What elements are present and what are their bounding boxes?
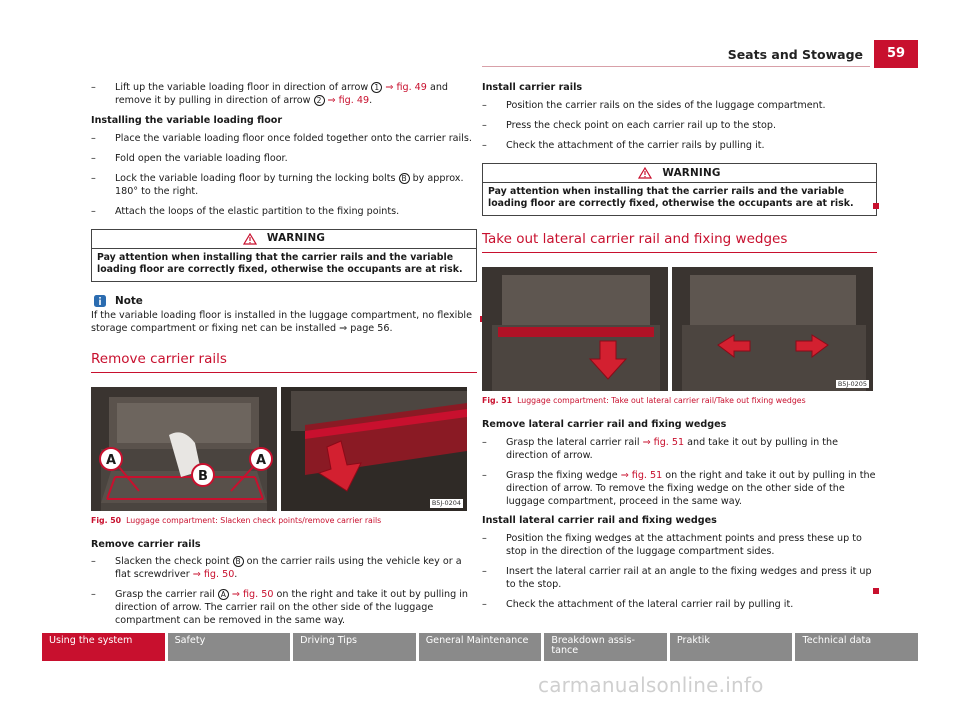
list-item: – Check the attachment of the carrier rails by pulling it. bbox=[482, 139, 765, 151]
section-title-remove-carrier-rails: Remove carrier rails bbox=[91, 350, 477, 373]
tab-praktik[interactable]: Praktik bbox=[670, 633, 793, 661]
note-heading: Note bbox=[91, 294, 477, 308]
luggage-compartment-illustration bbox=[91, 387, 467, 511]
svg-text:B: B bbox=[198, 469, 208, 485]
tab-technical-data[interactable]: Technical data bbox=[795, 633, 918, 661]
list-item: – Lock the variable loading floor by turning the locking bolts B by approx. 180° to the right. bbox=[91, 172, 464, 197]
list-item: – Lift up the variable loading floor in direction of arrow 1 ⇒ fig. 49 and remove it by pulling in direction of arrow 2 ⇒ fig. 49. bbox=[91, 82, 448, 106]
section-end-marker bbox=[873, 588, 879, 594]
list-item: – Press the check point on each carrier rail up to the stop. bbox=[482, 119, 777, 131]
figure-code: B5J-0204 bbox=[431, 499, 461, 508]
install-rails-heading: Install carrier rails bbox=[482, 82, 583, 93]
fig-50-link[interactable]: ⇒ fig. 50 bbox=[192, 569, 235, 581]
info-icon bbox=[93, 294, 107, 308]
list-item: – Position the carrier rails on the sides of the luggage compartment. bbox=[482, 99, 826, 111]
warning-text: Pay attention when installing that the carrier rails and the variable loading floor are correctly fixed, otherwise the occupants are at risk. bbox=[488, 185, 854, 210]
install-floor-heading: Installing the variable loading floor bbox=[91, 114, 283, 126]
tab-using-the-system[interactable]: Using the system bbox=[42, 633, 165, 661]
page-number-badge: 59 bbox=[874, 40, 918, 68]
list-item: – Grasp the fixing wedge ⇒ fig. 51 on the right and take it out by pulling in the direction of arrow. To remove the fixing wedge on the other side of the luggage compartment, proceed in the same way. bbox=[482, 469, 876, 507]
install-lateral-heading: Install lateral carrier rail and fixing wedges bbox=[482, 515, 717, 527]
watermark: carmanualsonline.info bbox=[538, 673, 764, 697]
warning-title: WARNING bbox=[266, 232, 326, 245]
tab-breakdown-assistance[interactable]: Breakdown assis- tance bbox=[544, 633, 667, 661]
chapter-tab-bar bbox=[42, 633, 918, 661]
fig-51-link[interactable]: ⇒ fig. 51 bbox=[620, 469, 663, 481]
callout-b: B bbox=[233, 556, 244, 567]
list-item: – Insert the lateral carrier rail at an angle to the fixing wedges and press it up to the stop. bbox=[482, 566, 872, 591]
list-item: – Position the fixing wedges at the attachment points and press these up to stop in the direction of the luggage compartment sides. bbox=[482, 533, 862, 558]
list-item: – Grasp the carrier rail A ⇒ fig. 50 on the right and take it out by pulling in direction of arrow. The carrier rail on the other side of the luggage compartment can be removed in the same way. bbox=[91, 589, 468, 627]
left-column bbox=[91, 82, 477, 635]
figure-caption: Fig. 51 Luggage compartment: Take out lateral carrier rail/Take out fixing wedges bbox=[482, 396, 806, 406]
warning-box bbox=[91, 229, 477, 282]
callout-1: 1 bbox=[371, 82, 382, 93]
svg-text:A: A bbox=[255, 453, 267, 469]
list-item: – Slacken the check point B on the carrier rails using the vehicle key or a flat screwdriver ⇒ fig. 50. bbox=[91, 556, 462, 581]
figure-51-photo bbox=[482, 267, 873, 391]
remove-lateral-heading: Remove lateral carrier rail and fixing wedges bbox=[482, 418, 727, 430]
right-column bbox=[482, 82, 877, 619]
section-end-marker bbox=[873, 203, 879, 209]
figure-caption: Fig. 50 Luggage compartment: Slacken check points/remove carrier rails bbox=[91, 516, 382, 526]
figure-50-photo bbox=[91, 387, 467, 511]
warning-triangle-icon bbox=[638, 167, 652, 179]
fig-51-link[interactable]: ⇒ fig. 51 bbox=[642, 436, 685, 448]
tab-driving-tips[interactable]: Driving Tips bbox=[293, 633, 416, 661]
callout-2: 2 bbox=[314, 95, 325, 106]
fig-49-link[interactable]: ⇒ fig. 49 bbox=[324, 94, 370, 106]
list-item: – Place the variable loading floor once folded together onto the carrier rails. bbox=[91, 132, 472, 144]
callout-a: A bbox=[218, 589, 229, 600]
remove-rails-heading: Remove carrier rails bbox=[91, 538, 201, 550]
warning-title: WARNING bbox=[662, 166, 721, 179]
list-item: – Check the attachment of the lateral carrier rail by pulling it. bbox=[482, 599, 794, 611]
list-item: – Attach the loops of the elastic partition to the fixing points. bbox=[91, 205, 400, 217]
callout-b: B bbox=[399, 173, 410, 184]
figure-code: B5J-0205 bbox=[837, 379, 867, 388]
luggage-compartment-illustration bbox=[482, 267, 873, 391]
warning-box bbox=[482, 163, 877, 216]
list-item: – Fold open the variable loading floor. bbox=[91, 152, 288, 164]
note-text: If the variable loading floor is installed in the luggage compartment, no flexible storage compartment or fixing net can be installed ⇒ page 56. bbox=[91, 309, 473, 334]
svg-text:A: A bbox=[105, 453, 117, 469]
tab-safety[interactable]: Safety bbox=[168, 633, 291, 661]
warning-text: Pay attention when installing that the carrier rails and the variable loading floor are correctly fixed, otherwise the occupants are at risk. bbox=[97, 251, 463, 276]
tab-general-maintenance[interactable]: General Maintenance bbox=[419, 633, 542, 661]
page-header-title: Seats and Stowage bbox=[727, 47, 863, 62]
fig-49-link[interactable]: ⇒ fig. 49 bbox=[382, 82, 427, 93]
warning-triangle-icon bbox=[243, 233, 257, 245]
section-title-lateral-rail: Take out lateral carrier rail and fixing wedges bbox=[482, 230, 877, 253]
fig-50-link[interactable]: ⇒ fig. 50 bbox=[228, 589, 274, 601]
list-item: – Grasp the lateral carrier rail ⇒ fig. 51 and take it out by pulling in the direction of arrow. bbox=[482, 436, 839, 461]
header-rule bbox=[482, 66, 870, 67]
